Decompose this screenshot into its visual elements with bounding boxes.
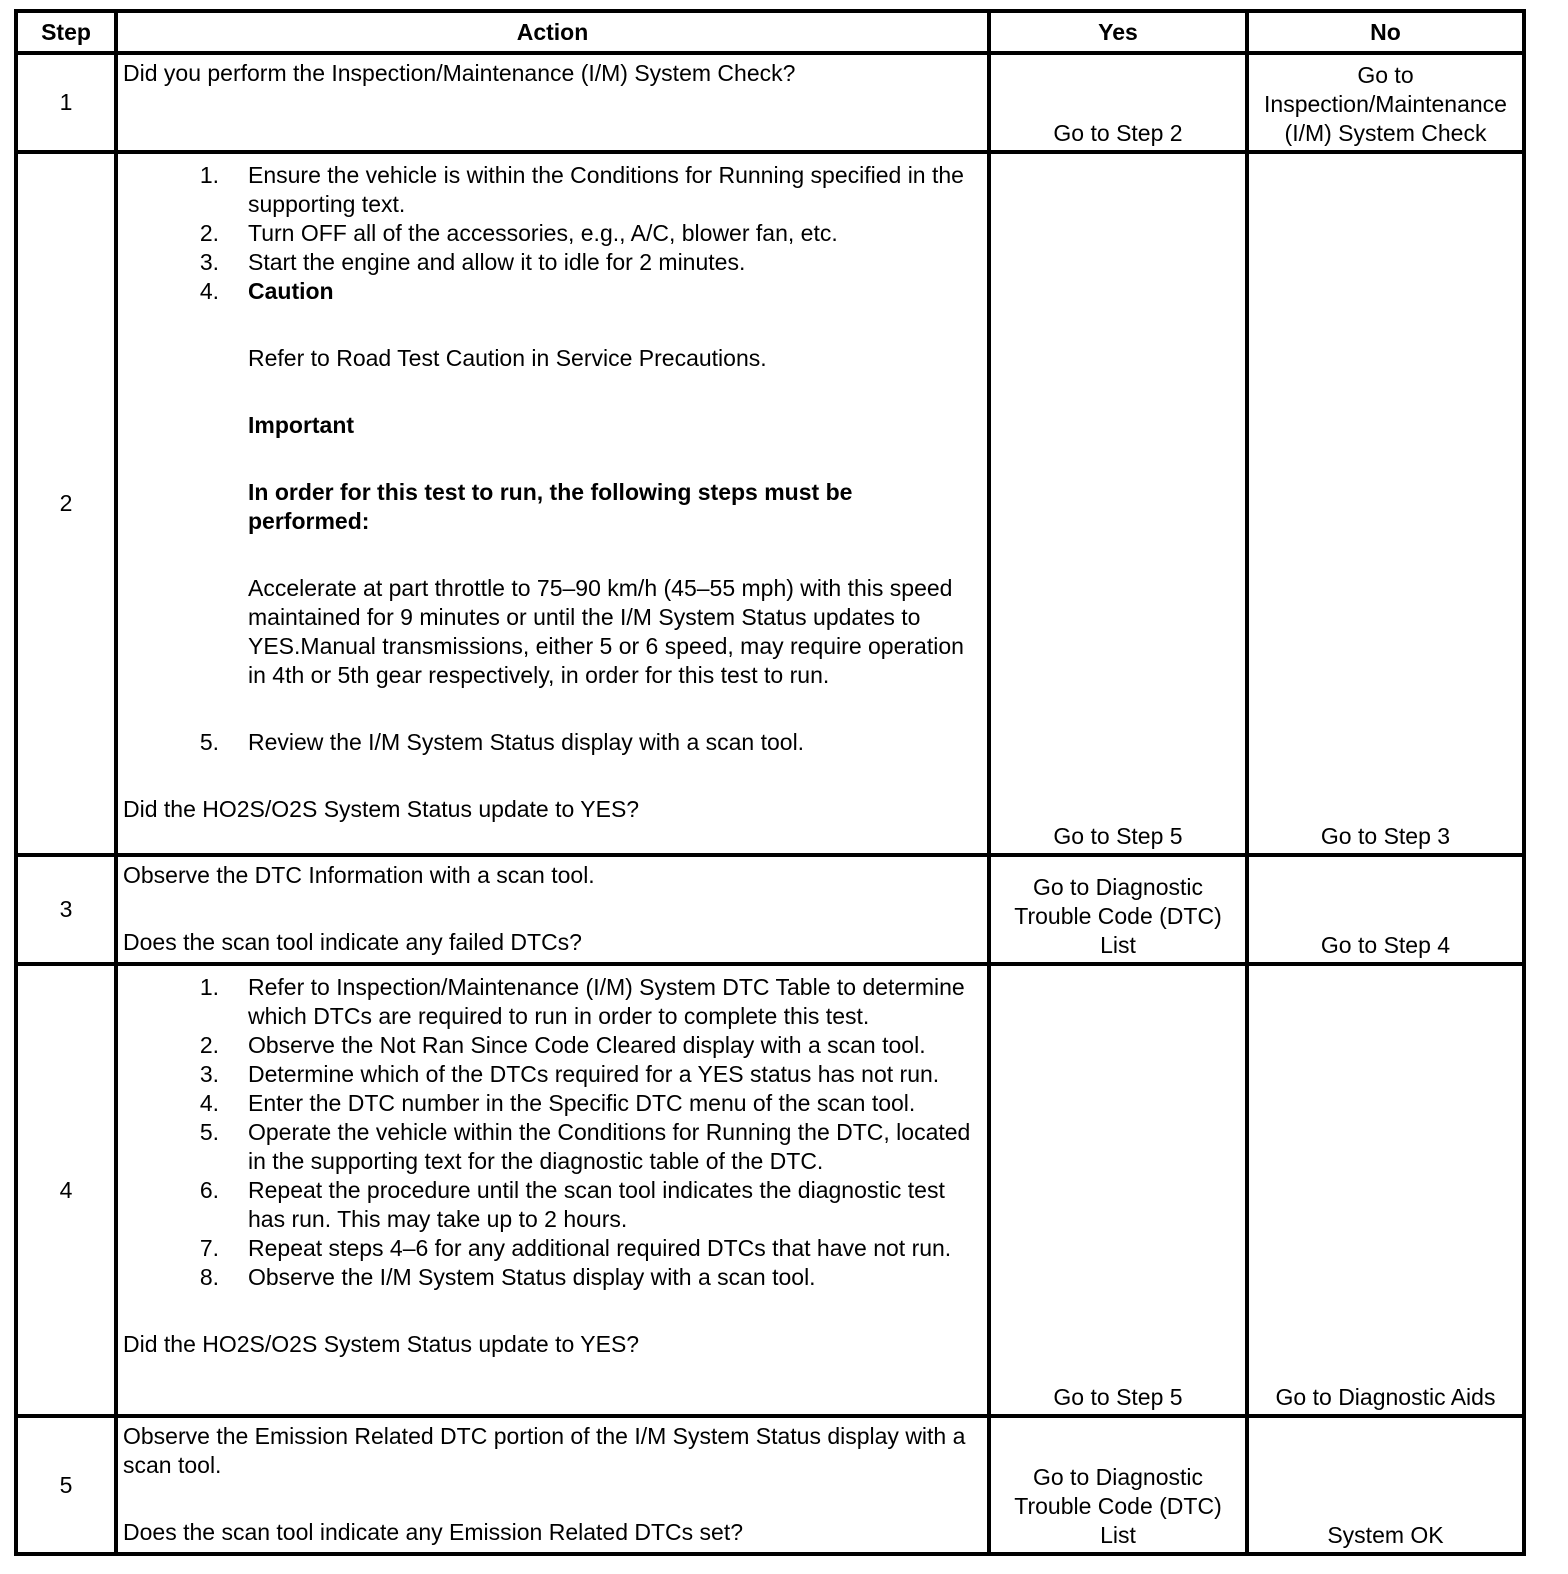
table-row — [16, 1416, 1524, 1554]
no-text: Go to Step 3 — [1320, 823, 1451, 849]
list-item — [123, 1089, 977, 1118]
yes-text-line: Trouble Code (DTC) — [1014, 903, 1222, 929]
table-row — [16, 855, 1524, 964]
item-number: 6 . — [123, 1176, 223, 1234]
item-text: Observe the Not Ran Since Code Cleared display with a scan tool. — [248, 1032, 926, 1058]
list-item — [123, 1060, 977, 1089]
diagnostic-table — [14, 9, 1526, 1556]
item-number: 7 . — [123, 1234, 223, 1263]
table-row — [16, 53, 1524, 152]
item-number: 3 . — [123, 248, 223, 277]
item-text: Review the I/M System Status display with a scan tool. — [248, 729, 805, 755]
question-text: Did the HO2S/O2S System Status update to YES? — [123, 1331, 640, 1357]
item-number: 5 . — [123, 728, 223, 757]
no-result — [1247, 152, 1524, 855]
step-number: 1 — [16, 53, 116, 152]
list-item — [123, 219, 977, 248]
list-item — [123, 277, 977, 690]
header-action: Action — [116, 11, 989, 53]
header-row — [16, 11, 1524, 53]
item-text: Turn OFF all of the accessories, e.g., A/C, blower fan, etc. — [248, 220, 838, 246]
item-number: 3 . — [123, 1060, 223, 1089]
item-number: 5 . — [123, 1118, 223, 1176]
step-number: 2 — [16, 152, 116, 855]
yes-result — [989, 855, 1247, 964]
item-number: 2 . — [123, 1031, 223, 1060]
yes-text-line: Go to Diagnostic — [1032, 1464, 1204, 1490]
yes-result — [989, 964, 1247, 1416]
yes-result — [989, 152, 1247, 855]
item-text: Determine which of the DTCs required for a YES status has not run. — [248, 1061, 940, 1087]
step-list — [123, 973, 977, 1292]
list-item — [123, 1263, 977, 1292]
list-item — [123, 728, 977, 757]
important-text: In order for this test to run, the following steps must be performed: — [248, 479, 853, 534]
item-text: Enter the DTC number in the Specific DTC menu of the scan tool. — [248, 1090, 916, 1116]
yes-text-line: List — [1100, 932, 1136, 958]
action-text: Did you perform the Inspection/Maintenance (I/M) System Check? — [123, 60, 796, 86]
action-text: Observe the Emission Related DTC portion of the I/M System Status display with a scan tool. — [123, 1423, 966, 1478]
action-text: Observe the DTC Information with a scan tool. — [123, 862, 595, 888]
caution-heading: Caution — [248, 278, 334, 304]
no-result — [1247, 53, 1524, 152]
header-no: No — [1247, 11, 1524, 53]
no-text: System OK — [1327, 1522, 1444, 1548]
yes-text-line: Go to Diagnostic — [1032, 874, 1204, 900]
list-item — [123, 1118, 977, 1176]
item-text: Operate the vehicle within the Conditions for Running the DTC, located in the supporting text for the diagnostic table of the DTC. — [248, 1119, 971, 1174]
item-text: Observe the I/M System Status display with a scan tool. — [248, 1264, 816, 1290]
list-item — [123, 1176, 977, 1234]
item-text: Repeat the procedure until the scan tool indicates the diagnostic test has run. This may take up to 2 hours. — [248, 1177, 945, 1232]
list-item — [123, 1234, 977, 1263]
yes-text-line: List — [1100, 1522, 1136, 1548]
question-text: Does the scan tool indicate any Emission Related DTCs set? — [123, 1519, 744, 1545]
item-text: Start the engine and allow it to idle for 2 minutes. — [248, 249, 746, 275]
header-yes: Yes — [989, 11, 1247, 53]
no-text-line: Go to — [1357, 62, 1414, 88]
action-cell — [116, 855, 989, 964]
no-text-line: Inspection/Maintenance — [1264, 91, 1507, 117]
item-text: Refer to Inspection/Maintenance (I/M) System DTC Table to determine which DTCs are required to run in order to complete this test. — [248, 974, 965, 1029]
header-step: Step — [16, 11, 116, 53]
step-number: 3 — [16, 855, 116, 964]
yes-result — [989, 1416, 1247, 1554]
item-number: 1 . — [123, 973, 223, 1031]
no-text: Go to Diagnostic Aids — [1275, 1384, 1496, 1410]
list-item — [123, 161, 977, 219]
item-text: Ensure the vehicle is within the Conditions for Running specified in the supporting text. — [248, 162, 964, 217]
item-number: 8 . — [123, 1263, 223, 1292]
question-text: Does the scan tool indicate any failed DTCs? — [123, 929, 582, 955]
action-cell — [116, 152, 989, 855]
question-text: Did the HO2S/O2S System Status update to YES? — [123, 796, 640, 822]
yes-result — [989, 53, 1247, 152]
item-number: 4 . — [123, 1089, 223, 1118]
item-text: Repeat steps 4–6 for any additional required DTCs that have not run. — [248, 1235, 952, 1261]
no-result — [1247, 964, 1524, 1416]
yes-text-line: Trouble Code (DTC) — [1014, 1493, 1222, 1519]
no-result — [1247, 1416, 1524, 1554]
no-result — [1247, 855, 1524, 964]
yes-text: Go to Step 2 — [1053, 120, 1183, 146]
item-number: 1 . — [123, 161, 223, 219]
step-list — [123, 161, 977, 757]
list-item — [123, 1031, 977, 1060]
important-heading: Important — [248, 412, 355, 438]
no-text: Go to Step 4 — [1320, 932, 1451, 958]
step-number: 4 — [16, 964, 116, 1416]
action-cell — [116, 1416, 989, 1554]
yes-text: Go to Step 5 — [1053, 1384, 1183, 1410]
action-cell — [116, 53, 989, 152]
yes-text: Go to Step 5 — [1053, 823, 1183, 849]
table-row — [16, 152, 1524, 855]
procedure-text: Accelerate at part throttle to 75–90 km/h (45–55 mph) with this speed maintained for 9 minutes or until the I/M System Status updates to YES.Manual transmissions, either 5 or 6 speed, may require operation in 4th or 5th gear respectively, in order for this test to run. — [248, 575, 964, 688]
item-number: 2 . — [123, 219, 223, 248]
caution-text: Refer to Road Test Caution in Service Precautions. — [248, 345, 767, 371]
item-number: 4 . — [123, 277, 223, 690]
table-row — [16, 964, 1524, 1416]
list-item — [123, 973, 977, 1031]
list-item — [123, 248, 977, 277]
step-number: 5 — [16, 1416, 116, 1554]
action-cell — [116, 964, 989, 1416]
no-text-line: (I/M) System Check — [1284, 120, 1487, 146]
